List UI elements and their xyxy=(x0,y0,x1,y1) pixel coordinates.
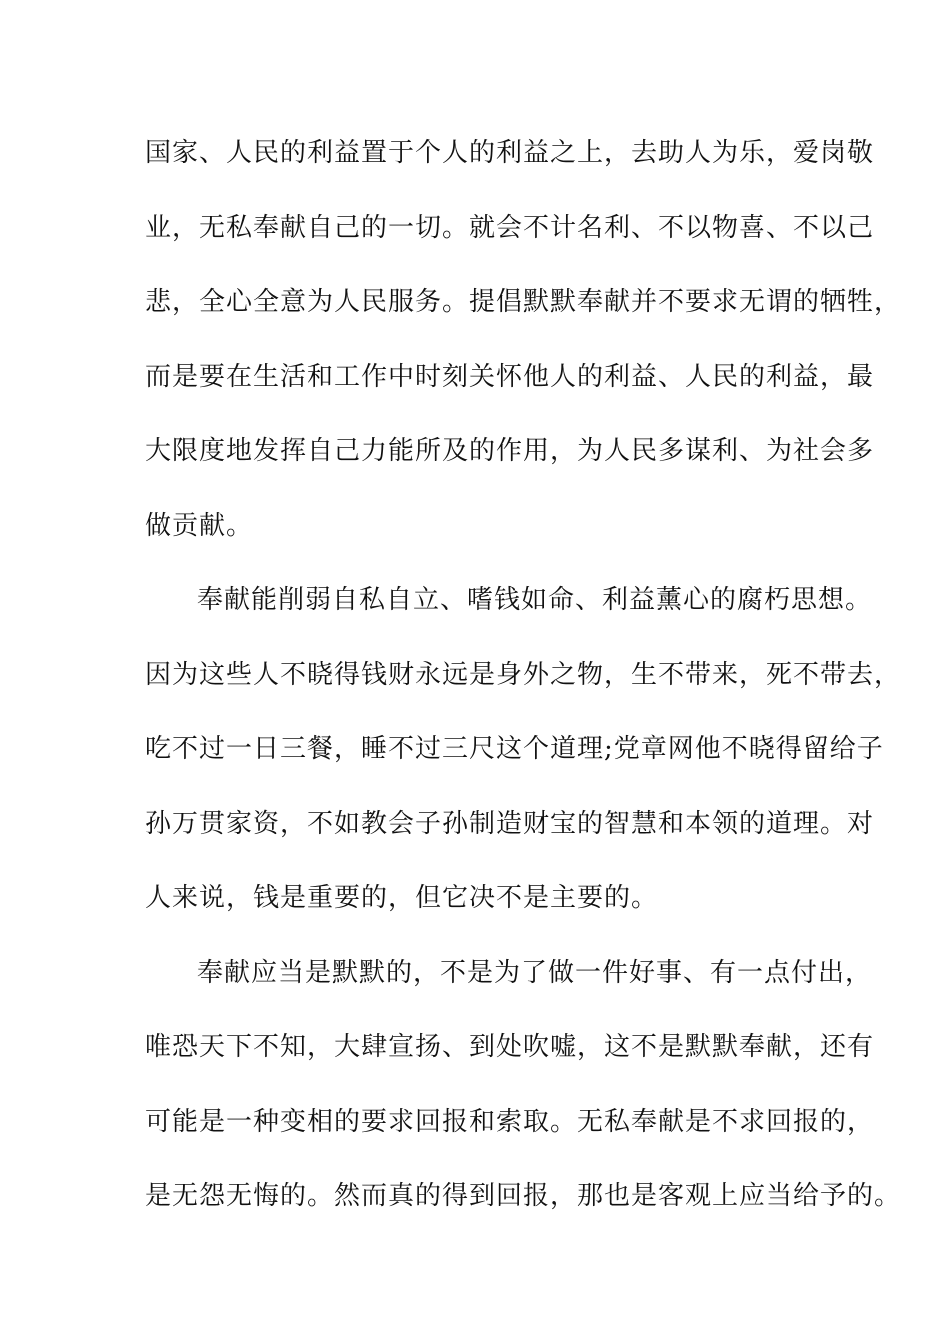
text-line: 因为这些人不晓得钱财永远是身外之物，生不带来，死不带去， xyxy=(145,659,902,690)
paragraph-first-line: 奉献应当是默默的，不是为了做一件好事、有一点付出， xyxy=(197,957,873,988)
text-line: 唯恐天下不知，大肆宣扬、到处吹嘘，这不是默默奉献，还有 xyxy=(145,1032,875,1062)
text-line: 人来说，钱是重要的，但它决不是主要的。 xyxy=(145,883,659,913)
body-text xyxy=(145,130,902,1248)
text-line: 可能是一种变相的要求回报和索取。无私奉献是不求回报的， xyxy=(145,1106,875,1137)
text-line: 大限度地发挥自己力能所及的作用，为人民多谋利、为社会多 xyxy=(145,436,875,466)
text-line: 是无怨无悔的。然而真的得到回报，那也是客观上应当给予的。 xyxy=(145,1181,902,1211)
text-line: 吃不过一日三餐，睡不过三尺这个道理;党章网他不晓得留给子 xyxy=(145,734,884,764)
text-line: 国家、人民的利益置于个人的利益之上，去助人为乐，爱岗敬 xyxy=(145,138,875,168)
text-line: 做贡献。 xyxy=(145,510,254,541)
text-line: 孙万贯家资，不如教会子孙制造财宝的智慧和本领的道理。对 xyxy=(145,808,875,839)
text-line: 而是要在生活和工作中时刻关怀他人的利益、人民的利益，最 xyxy=(145,361,875,392)
paragraph-first-line: 奉献能削弱自私自立、嗜钱如命、利益薰心的腐朽思想。 xyxy=(197,585,873,615)
text-line: 悲，全心全意为人民服务。提倡默默奉献并不要求无谓的牺牲， xyxy=(145,287,902,317)
text-line: 业，无私奉献自己的一切。就会不计名利、不以物喜、不以己 xyxy=(145,212,875,243)
